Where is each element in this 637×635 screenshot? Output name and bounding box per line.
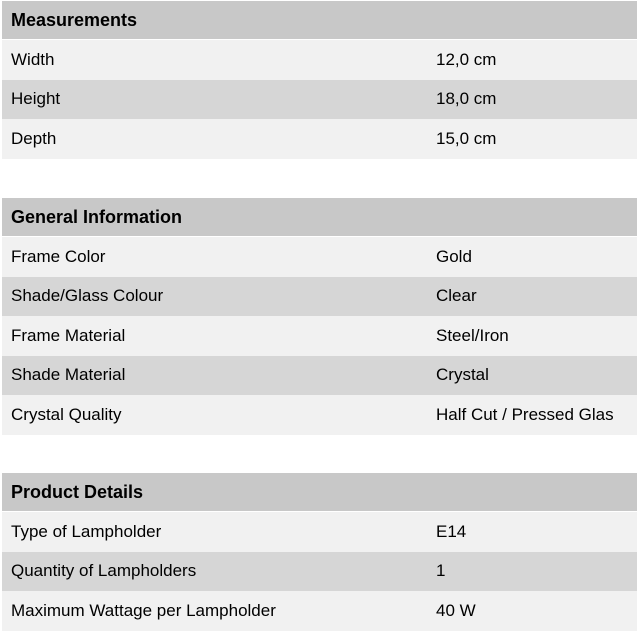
general-information-table: [2, 198, 637, 435]
row-label: Height: [11, 89, 61, 109]
measurements-table: [2, 1, 637, 159]
row-value: Crystal: [436, 365, 489, 385]
table-row: [2, 356, 637, 396]
row-value: Steel/Iron: [436, 325, 509, 345]
row-label: Frame Material: [11, 325, 126, 345]
row-value: Gold: [436, 246, 472, 266]
table-row: [2, 512, 637, 552]
product-details-table: [2, 473, 637, 631]
row-value: 18,0 cm: [436, 89, 497, 109]
table-row: [2, 316, 637, 356]
row-value: 12,0 cm: [436, 49, 497, 69]
table-row: [2, 80, 637, 120]
row-label: Type of Lampholder: [11, 521, 162, 541]
table-row: [2, 119, 637, 159]
table-row: [2, 395, 637, 435]
table-row: [2, 40, 637, 80]
table-row: [2, 552, 637, 592]
section-title: Measurements: [2, 1, 637, 40]
row-label: Shade/Glass Colour: [11, 286, 164, 306]
row-value: 15,0 cm: [436, 128, 497, 148]
row-value: Clear: [436, 286, 477, 306]
table-row: [2, 237, 637, 277]
row-value: 1: [436, 561, 446, 581]
table-row: [2, 591, 637, 631]
row-label: Frame Color: [11, 246, 106, 266]
row-value: 40 W: [436, 600, 476, 620]
row-value: E14: [436, 521, 467, 541]
row-value: Half Cut / Pressed Glas: [436, 404, 614, 424]
row-label: Depth: [11, 128, 57, 148]
row-label: Quantity of Lampholders: [11, 561, 197, 581]
row-label: Shade Material: [11, 365, 126, 385]
row-label: Maximum Wattage per Lampholder: [11, 600, 276, 620]
row-label: Width: [11, 49, 55, 69]
row-label: Crystal Quality: [11, 404, 122, 424]
section-title: Product Details: [2, 473, 637, 512]
section-title: General Information: [2, 198, 637, 237]
table-row: [2, 277, 637, 317]
